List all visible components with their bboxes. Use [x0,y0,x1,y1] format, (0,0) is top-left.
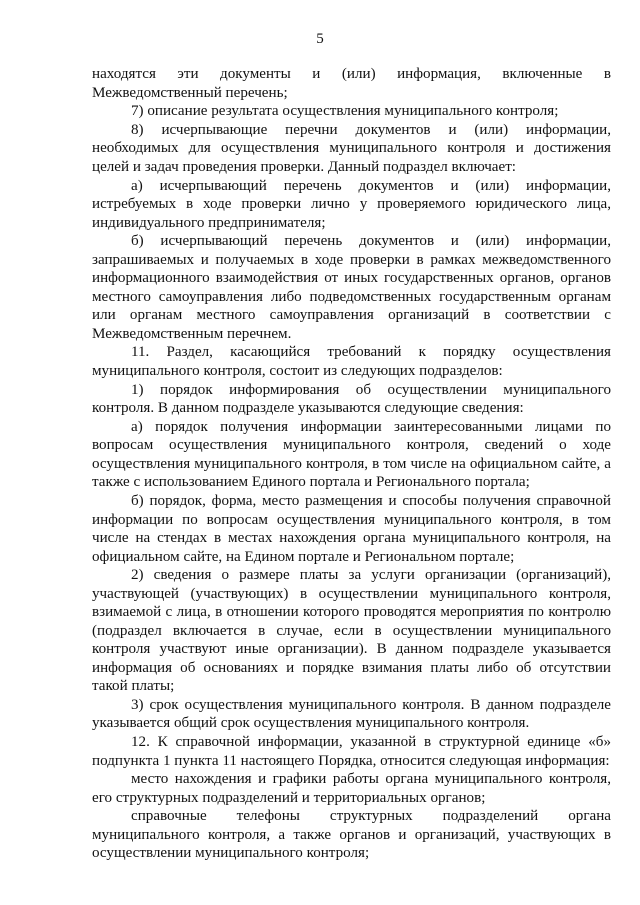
paragraph-item-11-3: 3) срок осуществления муниципального контроля. В данном подразделе указывается общий срок осуществления муниципального контроля. [92,696,611,732]
paragraph-item-8b: б) исчерпывающий перечень документов и (или) информации, запрашиваемых и получаемых в ходе проверки в рамках межведомственного информационного взаимодействия от иных государственных органов, органов местного самоуправления либо подведомственных государственным органам или органам местного самоуправления организаций в соответствии с Межведомственным перечнем. [92,233,611,342]
document-body [92,65,611,863]
paragraph-item-11-2: 2) сведения о размере платы за услуги организации (организаций), участвующей (участвующих) в осуществлении муниципального контроля, взимаемой с лица, в отношении которого проводятся мероприятия по контролю (подраздел включается в случае, если в осуществлении муниципального контроля участвуют иные организации). В данном подразделе указывается информация об основаниях и порядке взимания платы либо об отсутствии такой платы; [92,567,611,695]
paragraph-item-11-1a: а) порядок получения информации заинтересованными лицами по вопросам осуществления муниципального контроля, сведений о ходе осуществления муниципального контроля, в том числе на официальном сайте, а также с использованием Единого портала и Регионального портала; [92,418,611,491]
paragraph-section-11: 11. Раздел, касающийся требований к порядку осуществления муниципального контроля, состоит из следующих подразделов: [92,344,611,379]
paragraph-item-11-1: 1) порядок информирования об осуществлении муниципального контроля. В данном подразделе указываются следующие сведения: [92,381,611,417]
paragraph-continuation: находятся эти документы и (или) информация, включенные в Межведомственный перечень; [92,66,611,101]
page-number: 5 [316,31,324,47]
paragraph-item-7: 7) описание результата осуществления муниципального контроля; [131,103,559,120]
paragraph-item-12-phones: справочные телефоны структурных подразделений органа муниципального контроля, а также органов и организаций, участвующих в осуществлении муниципального контроля; [92,808,611,862]
paragraph-section-12: 12. К справочной информации, указанной в структурной единице «б» подпункта 1 пункта 11 настоящего Порядка, относится следующая информация: [92,734,611,769]
paragraph-item-8: 8) исчерпывающие перечни документов и (или) информации, необходимых для осуществления муниципального контроля и достижения целей и задач проведения проверки. Данный подраздел включает: [92,121,611,175]
paragraph-item-11-1b: б) порядок, форма, место размещения и способы получения справочной информации по вопросам осуществления муниципального контроля, в том числе на стендах в местах нахождения органа муниципального контроля, на официальном сайте, на Едином портале и Региональном портале; [92,493,611,565]
paragraph-item-12-location: место нахождения и графики работы органа муниципального контроля, его структурных подразделений и территориальных органов; [92,771,611,806]
paragraph-item-8a: а) исчерпывающий перечень документов и (или) информации, истребуемых в ходе проверки лично у проверяемого юридического лица, индивидуального предпринимателя; [92,177,611,231]
